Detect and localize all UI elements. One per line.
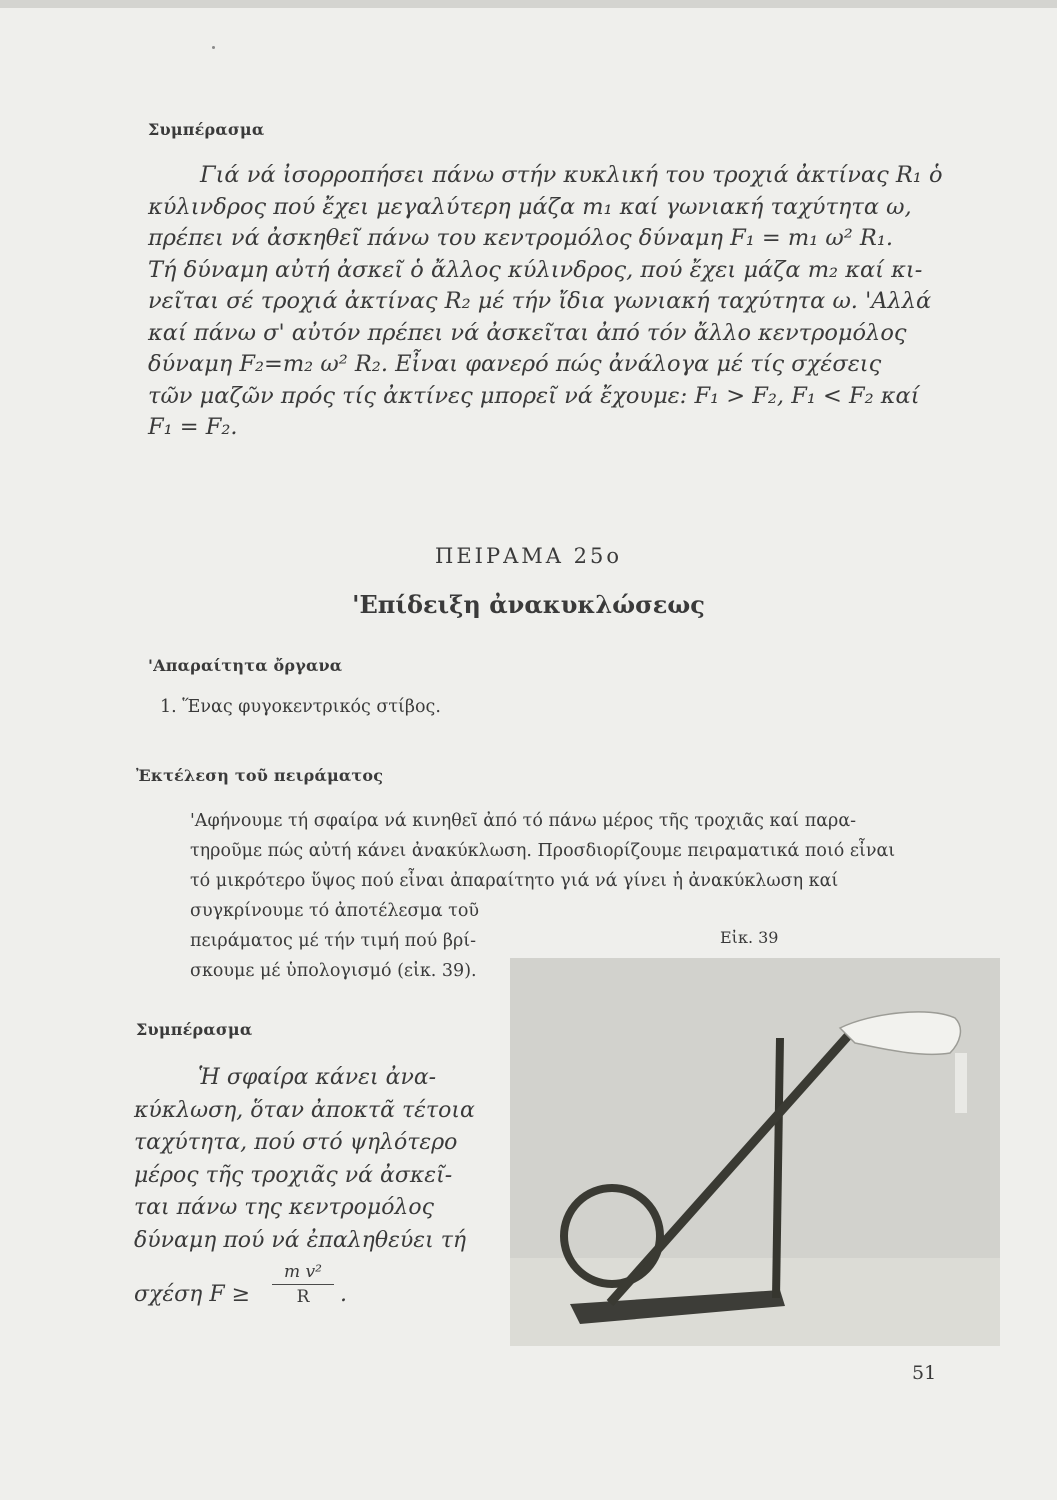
loop-track-photo — [510, 958, 1000, 1346]
text-line: νεῖται σέ τροχιά ἀκτίνας R₂ μέ τήν ἴδια γωνιακή ταχύτητα ω. 'Αλλά — [148, 288, 932, 314]
text-line: κύλινδρος πού ἔχει μεγαλύτερη μάζα m₁ καί γωνιακή ταχύτητα ω, — [148, 193, 912, 220]
text-line: 'Αφήνουμε τή σφαίρα νά κινηθεῖ ἀπό τό πάνω μέρος τῆς τροχιᾶς καί παρα- — [190, 811, 857, 831]
conclusion-heading-1: Συμπέρασμα — [148, 120, 265, 139]
sleeve-cuff — [955, 1053, 967, 1113]
conclusion-paragraph-1 — [148, 160, 943, 444]
text-line: πρέπει νά ἀσκηθεῖ πάνω του κεντρομόλος δύναμη F₁ = m₁ ω² R₁. — [148, 225, 894, 251]
text-line: F₁ = F₂. — [148, 414, 238, 440]
text-line: Γιά νά ἰσορροπήσει πάνω στήν κυκλική του τροχιά ἀκτίνας R₁ ὁ — [200, 162, 943, 188]
text-line: ται πάνω της κεντρομόλος — [134, 1195, 434, 1220]
fraction-numerator: m v² — [284, 1262, 322, 1282]
formula-prefix: σχέση F ≥ — [134, 1282, 251, 1307]
figure-label: Εἰκ. 39 — [720, 928, 779, 947]
text-line: Ἡ σφαίρα κάνει ἀνα- — [198, 1065, 437, 1090]
formula-suffix: . — [340, 1282, 347, 1307]
procedure-heading: Ἐκτέλεση τοῦ πειράματος — [136, 766, 384, 785]
scan-speck — [212, 46, 215, 49]
text-line: σκουμε μέ ὑπολογισμό (εἰκ. 39). — [190, 961, 477, 981]
text-line: τῶν μαζῶν πρός τίς ἀκτίνες μπορεῖ νά ἔχουμε: F₁ > F₂, F₁ < F₂ καί — [148, 382, 920, 409]
text-line: συγκρίνουμε τό ἀποτέλεσμα τοῦ — [190, 901, 480, 921]
scan-top-edge — [0, 0, 1057, 8]
text-line: μέρος τῆς τροχιᾶς νά ἀσκεῖ- — [134, 1162, 453, 1188]
text-line: Τή δύναμη αὐτή ἀσκεῖ ὁ ἄλλος κύλινδρος, πού ἔχει μάζα m₂ καί κι- — [148, 256, 923, 283]
equipment-heading: 'Απαραίτητα ὄργανα — [148, 656, 343, 675]
fraction-bar — [272, 1284, 334, 1285]
text-line: δύναμη πού νά ἐπαληθεύει τή — [134, 1227, 467, 1253]
conclusion-heading-2: Συμπέρασμα — [136, 1020, 253, 1039]
text-line: καί πάνω σ' αὐτόν πρέπει νά ἀσκεῖται ἀπό τόν ἄλλο κεντρομόλος — [148, 319, 907, 346]
text-line: κύκλωση, ὅταν ἀποκτᾶ τέτοια — [134, 1097, 475, 1123]
experiment-title: ΠΕΙΡΑΜΑ 25ο — [435, 544, 622, 568]
text-line: τηροῦμε πώς αὐτή κάνει ἀνακύκλωση. Προσδιορίζουμε πειραματικά ποιό εἶναι — [190, 841, 896, 861]
page-number: 51 — [912, 1362, 937, 1384]
experiment-subtitle: 'Επίδειξη ἀνακυκλώσεως — [352, 590, 705, 619]
text-line: δύναμη F₂=m₂ ω² R₂. Εἶναι φανερό πώς ἀνάλογα μέ τίς σχέσεις — [148, 351, 882, 377]
conclusion-paragraph-2 — [134, 1062, 475, 1257]
formula-fraction — [272, 1262, 334, 1307]
text-line: ταχύτητα, πού στό ψηλότερο — [134, 1130, 458, 1155]
equipment-item — [160, 692, 441, 722]
text-line: πειράματος μέ τήν τιμή πού βρί- — [190, 931, 477, 951]
track-support-post — [776, 1038, 780, 1298]
equipment-item-text: 1. Ἕνας φυγοκεντρικός στίβος. — [160, 697, 441, 717]
fraction-denominator: R — [296, 1287, 310, 1307]
text-line: τό μικρότερο ὕψος πού εἶναι ἀπαραίτητο γιά νά γίνει ἡ ἀνακύκλωση καί — [190, 871, 839, 891]
